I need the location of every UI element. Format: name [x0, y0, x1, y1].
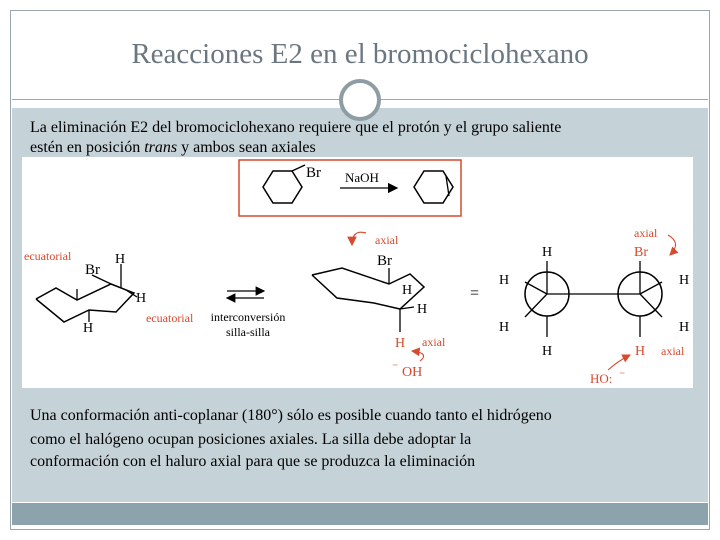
reaction-diagram — [22, 157, 693, 388]
hydroxide-label: OH — [402, 365, 423, 380]
newman-h-2: H — [499, 273, 510, 288]
intro-line-1: La eliminación E2 del bromociclohexano requiere que el protón y el grupo saliente — [30, 119, 562, 136]
label-axial-h: axial — [422, 335, 446, 349]
reagent-label: NaOH — [345, 170, 379, 185]
minus-charge-right: ⁻ — [619, 368, 626, 382]
newman-h-axial: H — [635, 344, 646, 359]
minus-charge-left: ⁻ — [392, 360, 399, 374]
h-label-left-top: H — [115, 252, 126, 267]
divider-ring-ornament — [339, 79, 381, 121]
interconversion-line-1: interconversión — [210, 310, 286, 324]
bromocyclohexane-ring — [263, 171, 302, 203]
newman-h-5: H — [679, 273, 690, 288]
br-label-left: Br — [85, 262, 100, 278]
label-axial-newman-h: axial — [661, 344, 685, 358]
label-ecuatorial-2: ecuatorial — [146, 311, 194, 325]
intro-emphasis: trans — [144, 139, 178, 156]
label-ecuatorial-1: ecuatorial — [24, 249, 72, 263]
conclusion-line-1: Una conformación anti-coplanar (180°) sólo es posible cuando tanto el hidrógeno — [30, 407, 552, 424]
hydroxide-label-newman: HO: — [590, 371, 613, 386]
h-label-left-bottom: H — [83, 321, 94, 336]
label-axial-newman-br: axial — [634, 226, 658, 240]
br-label-right: Br — [377, 253, 392, 269]
newman-h-4: H — [542, 344, 553, 359]
newman-h-1: H — [542, 245, 553, 260]
h-label-right-1: H — [402, 283, 413, 298]
label-axial-br: axial — [375, 233, 399, 247]
conclusion-line-3: conformación con el haluro axial para que se produzca la eliminación — [30, 453, 476, 470]
conclusion-line-2: como el halógeno ocupan posiciones axiales. La silla debe adoptar la — [30, 431, 472, 448]
footer-bar — [12, 503, 708, 525]
newman-br: Br — [634, 245, 648, 260]
newman-h-3: H — [499, 320, 510, 335]
intro-line-2 — [30, 138, 316, 158]
h-label-left-eq: H — [136, 291, 147, 306]
h-label-axial: H — [395, 336, 406, 351]
intro-text: estén en posición — [30, 139, 145, 156]
equals-sign: = — [470, 285, 480, 302]
br-label-top: Br — [306, 165, 321, 181]
interconversion-line-2: silla-silla — [226, 325, 270, 339]
newman-h-6: H — [679, 320, 690, 335]
chair-left — [36, 284, 134, 322]
slide-title: Reacciones E2 en el bromociclohexano — [131, 38, 589, 70]
intro-text-end: y ambos sean axiales — [177, 139, 316, 156]
h-label-right-2: H — [417, 302, 428, 317]
